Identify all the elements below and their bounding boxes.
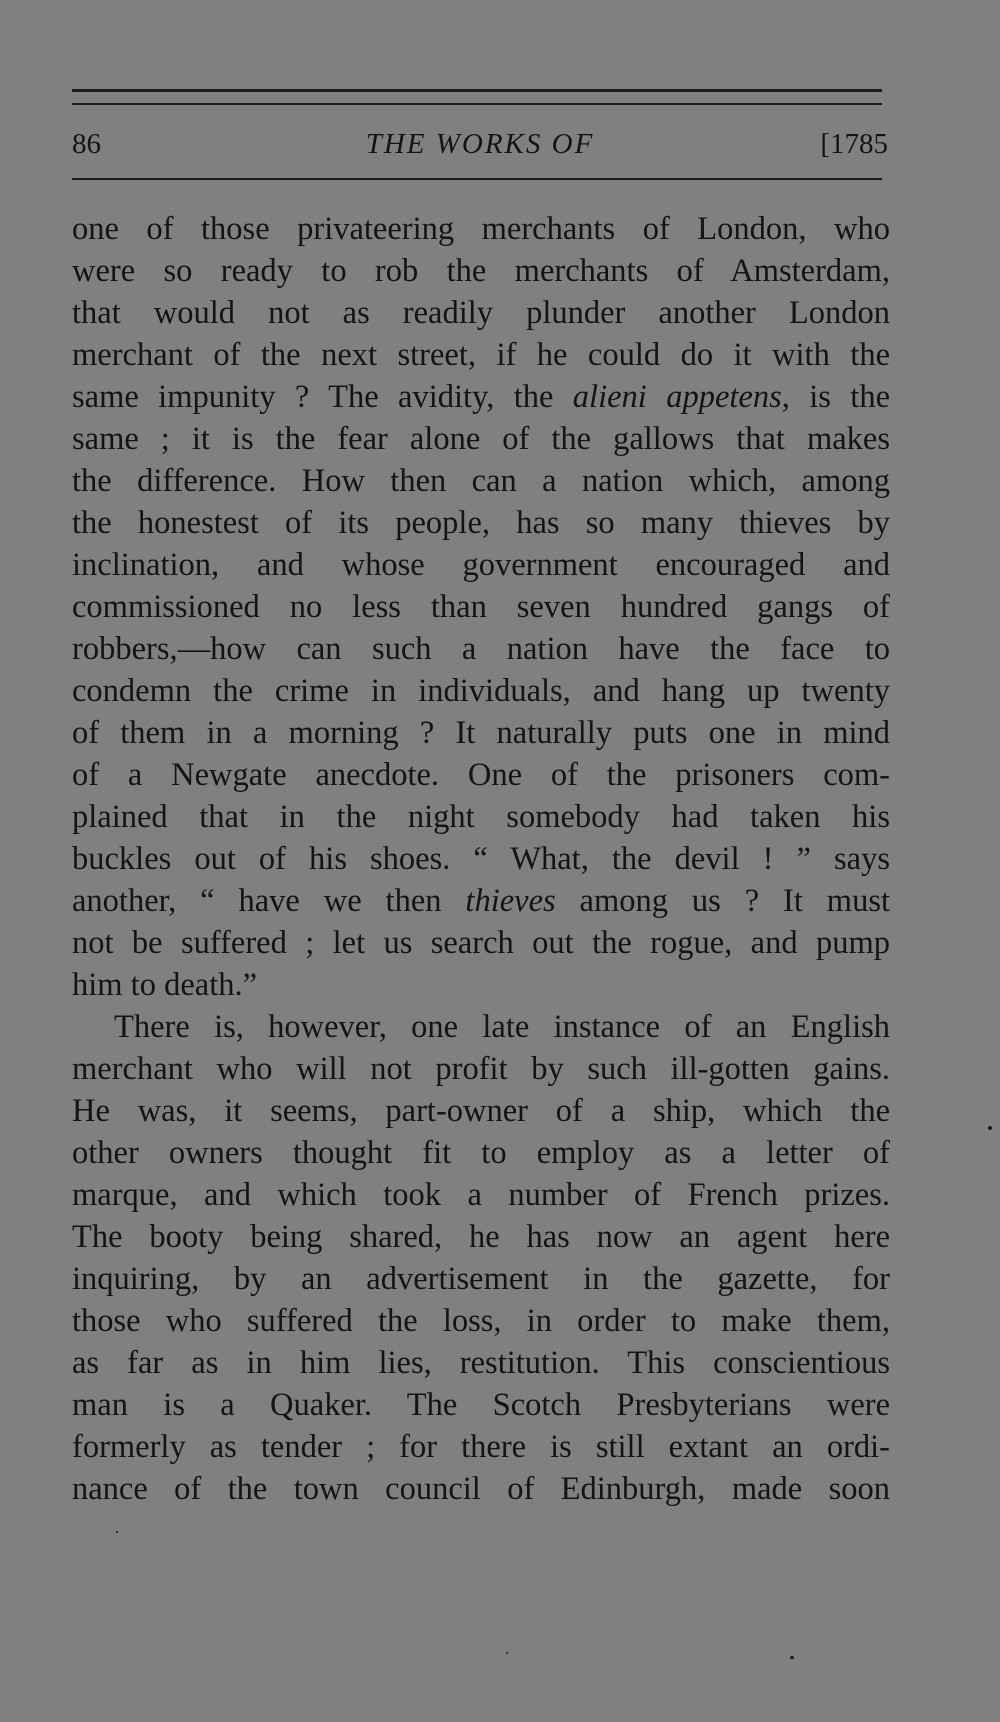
text-line: marque, and which took a number of French prizes. bbox=[72, 1177, 890, 1213]
paragraph-1 bbox=[72, 208, 890, 1006]
text-line: were so ready to rob the merchants of Amsterdam, bbox=[72, 253, 890, 289]
paragraph-2 bbox=[72, 1006, 890, 1510]
text-line: man is a Quaker. The Scotch Presbyterians were bbox=[72, 1387, 890, 1423]
text-line: He was, it seems, part-owner of a ship, which the bbox=[72, 1093, 890, 1129]
running-year: [1785 bbox=[820, 128, 888, 160]
text-line: same ; it is the fear alone of the gallows that makes bbox=[72, 421, 890, 457]
running-title: THE WORKS OF bbox=[365, 128, 595, 160]
top-rule-thin bbox=[72, 103, 882, 105]
text-line: commissioned no less than seven hundred gangs of bbox=[72, 589, 890, 625]
text-line: one of those privateering merchants of London, who bbox=[72, 211, 890, 247]
text-line: There is, however, one late instance of an English bbox=[114, 1009, 890, 1045]
text-line: the difference. How then can a nation which, among bbox=[72, 463, 890, 499]
text-line bbox=[72, 376, 890, 418]
text-line: of a Newgate anecdote. One of the prisoners com- bbox=[72, 757, 890, 793]
text-line: nance of the town council of Edinburgh, made soon bbox=[72, 1471, 890, 1507]
latin-phrase: alieni appetens bbox=[572, 379, 782, 415]
ink-speck bbox=[988, 1126, 992, 1130]
text-line: inquiring, by an advertisement in the gazette, for bbox=[72, 1261, 890, 1297]
text-line: not be suffered ; let us search out the rogue, and pump bbox=[72, 925, 890, 961]
ink-speck bbox=[116, 1531, 118, 1533]
text-line: him to death.” bbox=[72, 967, 258, 1003]
text-line: formerly as tender ; for there is still extant an ordi- bbox=[72, 1429, 890, 1465]
ink-speck bbox=[790, 1656, 794, 1659]
text-line: robbers,—how can such a nation have the face to bbox=[72, 631, 890, 667]
text-line: condemn the crime in individuals, and hang up twenty bbox=[72, 673, 890, 709]
text-span: among us ? It must bbox=[555, 883, 891, 919]
text-line bbox=[72, 880, 890, 922]
text-line: The booty being shared, he has now an agent here bbox=[72, 1219, 890, 1255]
text-line: other owners thought fit to employ as a letter of bbox=[72, 1135, 890, 1171]
emphasis-word: thieves bbox=[465, 883, 556, 919]
text-line: buckles out of his shoes. “ What, the devil ! ” says bbox=[72, 841, 890, 877]
text-span: , is the bbox=[781, 379, 891, 415]
ink-speck bbox=[506, 1652, 508, 1654]
page-number: 86 bbox=[72, 128, 101, 160]
top-rule bbox=[72, 89, 882, 92]
text-line: that would not as readily plunder another London bbox=[72, 295, 890, 331]
text-line: merchant who will not profit by such ill-gotten gains. bbox=[72, 1051, 890, 1087]
text-span: another, “ have we then bbox=[72, 883, 466, 919]
text-span: same impunity ? The avidity, the bbox=[72, 379, 573, 415]
body-text bbox=[72, 208, 890, 1510]
text-line: as far as in him lies, restitution. This conscientious bbox=[72, 1345, 890, 1381]
text-line: plained that in the night somebody had taken his bbox=[72, 799, 890, 835]
text-line: the honestest of its people, has so many thieves by bbox=[72, 505, 890, 541]
text-line: those who suffered the loss, in order to make them, bbox=[72, 1303, 890, 1339]
header-rule bbox=[72, 178, 882, 180]
text-line: merchant of the next street, if he could do it with the bbox=[72, 337, 890, 373]
running-head bbox=[72, 124, 888, 164]
text-line: inclination, and whose government encouraged and bbox=[72, 547, 890, 583]
text-line: of them in a morning ? It naturally puts one in mind bbox=[72, 715, 890, 751]
